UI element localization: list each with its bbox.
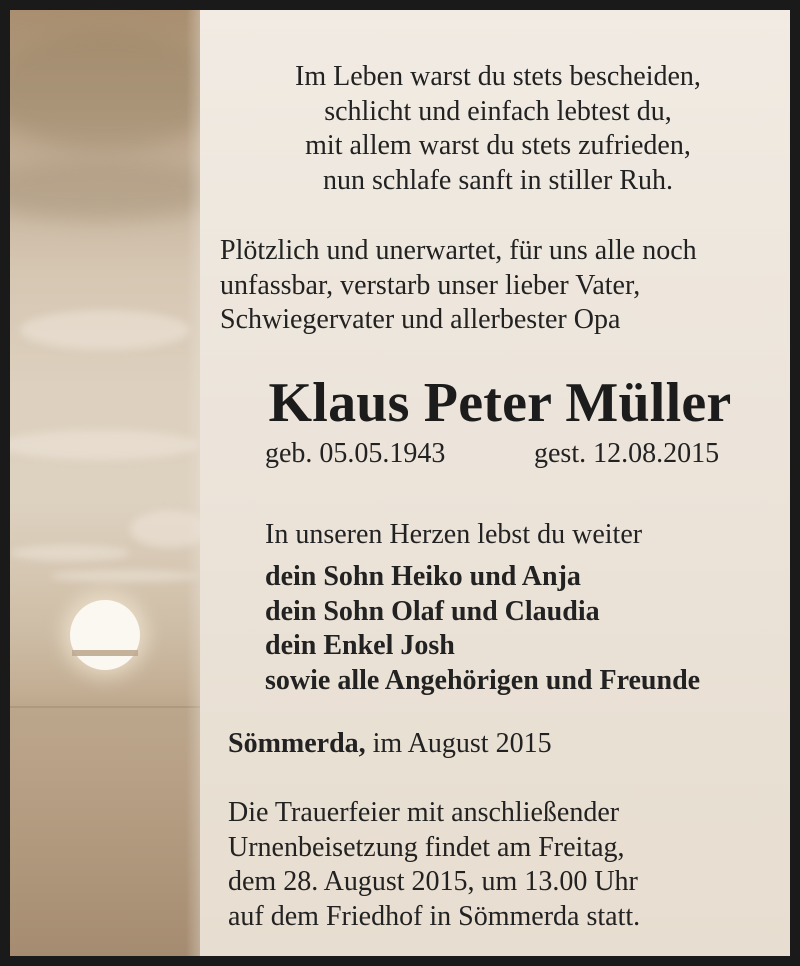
deceased-name: Klaus Peter Müller — [268, 372, 732, 434]
poem-line: mit allem warst du stets zufrieden, — [305, 130, 691, 161]
sun-graphic — [70, 600, 140, 670]
place-and-date — [228, 727, 552, 762]
mourners-heading: In unseren Herzen lebst du weiter — [265, 519, 643, 550]
announcement-text — [220, 234, 776, 338]
poem-line: schlicht und einfach lebtest du, — [324, 95, 672, 127]
poem-line: nun schlafe sanft in stiller Ruh. — [323, 164, 673, 196]
mourner-entry: sowie alle Angehörigen und Freunde — [265, 664, 701, 696]
funeral-details — [228, 796, 768, 934]
mourner-entry: dein Sohn Olaf und Claudia — [265, 595, 600, 627]
place-city: Sömmerda, — [228, 728, 366, 759]
birth-date: geb. 05.05.1943 — [265, 438, 446, 469]
memorial-poem — [220, 60, 776, 198]
poem-line: Im Leben warst du stets bescheiden, — [295, 61, 701, 92]
sunset-photo — [10, 10, 200, 956]
place-date: im August 2015 — [372, 728, 552, 759]
funeral-line: dem 28. August 2015, um 13.00 Uhr — [228, 866, 638, 897]
horizon-line — [10, 706, 200, 708]
funeral-line: Die Trauerfeier mit anschließender — [228, 797, 620, 828]
mourner-entry: dein Enkel Josh — [265, 630, 455, 661]
sun-reflection — [72, 650, 138, 656]
announcement-line: Schwiegervater und allerbester Opa — [220, 304, 621, 335]
announcement-line: unfassbar, verstarb unser lieber Vater, — [220, 269, 641, 301]
death-date: gest. 12.08.2015 — [534, 438, 720, 469]
mourner-entry: dein Sohn Heiko und Anja — [265, 561, 581, 592]
mourners-list — [265, 560, 785, 698]
funeral-line: auf dem Friedhof in Sömmerda statt. — [228, 900, 641, 932]
announcement-line: Plötzlich und unerwartet, für uns alle noch — [220, 235, 697, 266]
funeral-line: Urnenbeisetzung findet am Freitag, — [228, 831, 625, 863]
